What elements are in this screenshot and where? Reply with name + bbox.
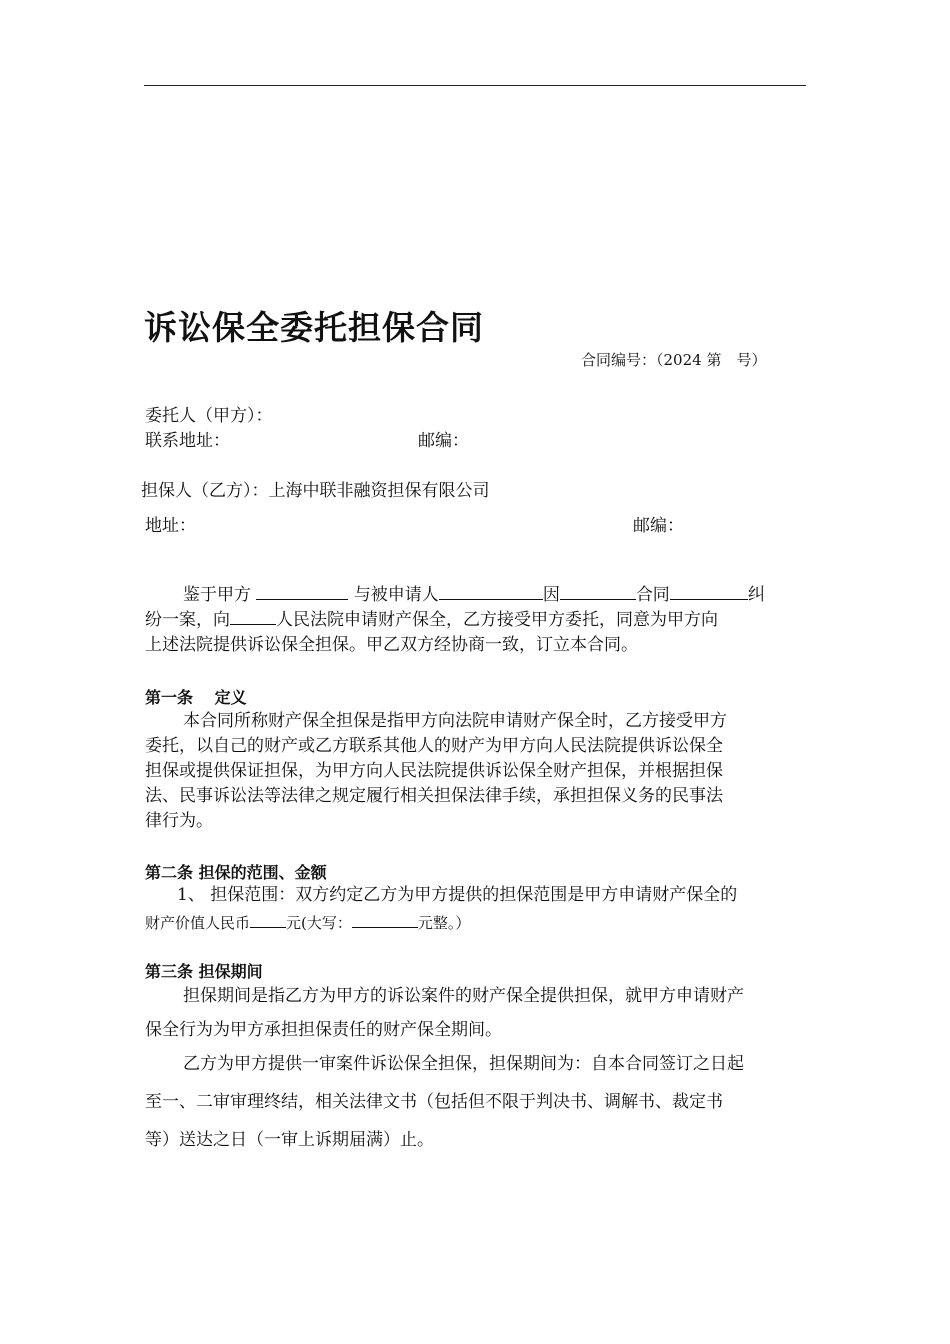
article-1-heading: 第一条 定义 bbox=[145, 688, 247, 707]
article-3-line: 保全行为为甲方承担担保责任的财产保全期间。 bbox=[145, 1020, 502, 1040]
article-2-item-1-cont bbox=[145, 910, 470, 933]
cause-blank bbox=[560, 582, 636, 600]
article-1-line: 委托，以自己的财产或乙方联系其他人的财产为甲方向人民法院提供诉讼保全 bbox=[145, 736, 723, 756]
preamble-line-3: 上述法院提供诉讼保全担保。甲乙双方经协商一致，订立本合同。 bbox=[145, 635, 638, 655]
article-1-line: 律行为。 bbox=[145, 811, 213, 831]
article-2-heading: 第二条 担保的范围、金额 bbox=[145, 863, 327, 882]
article-1-line: 担保或提供保证担保，为甲方向人民法院提供诉讼保全财产担保，并根据担保 bbox=[145, 761, 723, 781]
party-b-address-label: 地址： bbox=[145, 516, 196, 536]
court-blank bbox=[230, 607, 276, 625]
party-b-label: 担保人（乙方）：上海中联非融资担保有限公司 bbox=[141, 481, 490, 501]
preamble-line-2 bbox=[145, 607, 718, 633]
party-a-postcode-label: 邮编： bbox=[418, 431, 469, 451]
document-title: 诉讼保全委托担保合同 bbox=[144, 308, 484, 347]
party-b-postcode-label: 邮编： bbox=[633, 516, 684, 536]
amount-words-label: 元(大写： bbox=[286, 914, 352, 932]
contract-number: 合同编号：（2024 第 号） bbox=[581, 351, 767, 369]
article-3-line: 至一、二审审理终结，相关法律文书（包括但不限于判决书、调解书、裁定书 bbox=[145, 1092, 723, 1112]
article-1-line: 法、民事诉讼法等法律之规定履行相关担保法律手续，承担担保义务的民事法 bbox=[145, 786, 723, 806]
party-a-label: 委托人（甲方）： bbox=[145, 406, 273, 426]
preamble-line-1 bbox=[183, 582, 765, 608]
preamble-text: 人民法院申请财产保全，乙方接受甲方委托，同意为甲方向 bbox=[276, 610, 718, 630]
amount-blank bbox=[250, 910, 286, 928]
article-2-item-1: 1、 担保范围：双方约定乙方为甲方提供的担保范围是甲方申请财产保全的 bbox=[177, 885, 738, 905]
amount-words-blank bbox=[352, 910, 418, 928]
article-3-heading: 第三条 担保期间 bbox=[145, 962, 263, 981]
respondent-blank bbox=[439, 582, 543, 600]
preamble-text: 纠 bbox=[747, 585, 765, 605]
article-3-line: 担保期间是指乙方为甲方的诉讼案件的财产保全提供担保，就甲方申请财产 bbox=[183, 986, 744, 1006]
header-rule bbox=[144, 85, 806, 86]
article-3-line: 乙方为甲方提供一审案件诉讼保全担保，担保期间为：自本合同签订之日起 bbox=[183, 1054, 744, 1074]
applicant-blank bbox=[256, 582, 348, 600]
preamble-text: 因 bbox=[542, 585, 560, 605]
amount-suffix: 元整。） bbox=[417, 914, 471, 932]
preamble-text: 与被申请人 bbox=[353, 585, 439, 605]
preamble-text: 纷一案，向 bbox=[145, 610, 230, 630]
preamble-text: 鉴于甲方 bbox=[183, 585, 251, 605]
article-3-line: 等）送达之日（一审上诉期届满）止。 bbox=[145, 1130, 434, 1150]
contract-blank bbox=[670, 582, 748, 600]
article-1-line: 本合同所称财产保全担保是指甲方向法院申请财产保全时，乙方接受甲方 bbox=[183, 711, 727, 731]
amount-label: 财产价值人民币 bbox=[145, 914, 251, 932]
preamble-text: 合同 bbox=[635, 585, 670, 605]
party-a-address-label: 联系地址： bbox=[145, 431, 230, 451]
